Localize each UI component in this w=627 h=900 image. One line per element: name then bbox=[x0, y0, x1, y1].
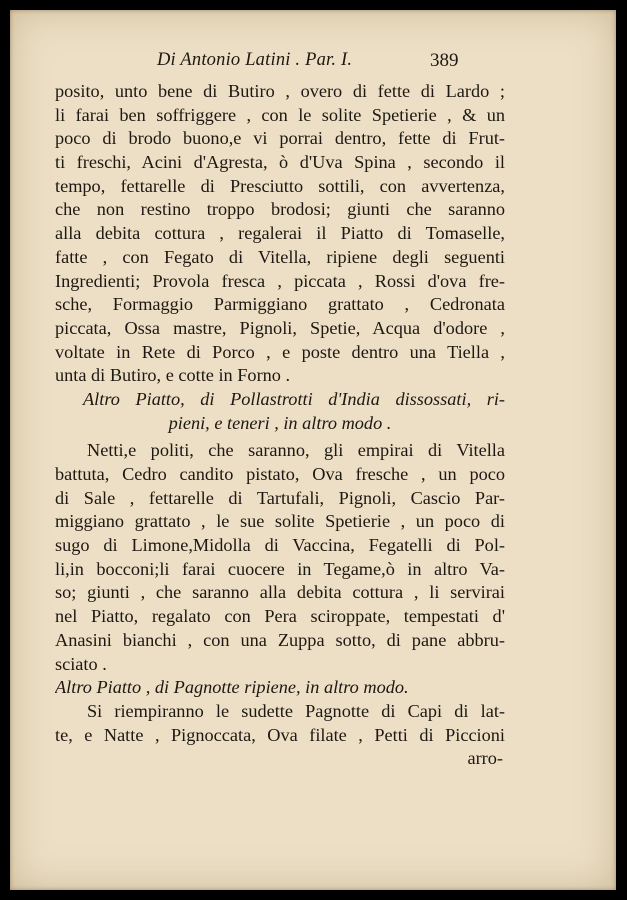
text-line: fatte , con Fegato di Vitella, ripiene degli seguenti bbox=[55, 246, 505, 267]
text-line: te, e Natte , Pignoccata, Ova filate , Petti di Piccioni bbox=[55, 724, 505, 745]
recipe-heading-pollastrotti bbox=[55, 388, 505, 435]
running-header bbox=[55, 50, 505, 80]
page-text bbox=[55, 50, 505, 771]
text-line: di Sale , fettarelle di Tartufali, Pignoli, Cascio Par- bbox=[55, 487, 505, 508]
heading-line: Altro Piatto, di Pollastrotti d'India dissossati, ri- bbox=[83, 388, 505, 409]
paragraph-3 bbox=[55, 700, 505, 747]
text-line: so; giunti , che saranno alla debita cottura , li servirai bbox=[55, 582, 505, 603]
text-line: Ingredienti; Provola fresca , piccata , Rossi d'ova fre- bbox=[55, 270, 505, 291]
running-title: Di Antonio Latini . Par. I. bbox=[157, 50, 353, 70]
text-line: alla debita cottura , regalerai il Piatto di Tomaselle, bbox=[55, 223, 505, 244]
heading-line: Altro Piatto , di Pagnotte ripiene, in altro modo. bbox=[55, 677, 409, 698]
text-line: voltate in Rete di Porco , e poste dentro una Tiella , bbox=[55, 341, 505, 362]
text-line: ti freschi, Acini d'Agresta, ò d'Uva Spina , secondo il bbox=[55, 152, 505, 173]
book-page bbox=[10, 10, 616, 890]
text-line: sciato . bbox=[55, 653, 107, 674]
text-line: miggiano grattato , le sue solite Spetierie , un poco di bbox=[55, 511, 505, 532]
text-line: nel Piatto, regalato con Pera sciroppate, tempestati d' bbox=[55, 606, 505, 627]
catchword: arro- bbox=[467, 748, 503, 769]
text-line: Anasini bianchi , con una Zuppa sotto, di pane abbru- bbox=[55, 629, 505, 650]
text-line: sugo di Limone,Midolla di Vaccina, Fegatelli di Pol- bbox=[55, 535, 505, 556]
text-line: unta di Butiro, e cotte in Forno . bbox=[55, 365, 291, 386]
text-line: li,in bocconi;li farai cuocere in Tegame,ò in altro Va- bbox=[55, 558, 505, 579]
text-line: piccata, Ossa mastre, Pignoli, Spetie, Acqua d'odore , bbox=[55, 317, 505, 338]
text-line: che non restino troppo brodosi; giunti che saranno bbox=[55, 199, 505, 220]
text-line: posito, unto bene di Butiro , overo di fette di Lardo ; bbox=[55, 81, 505, 101]
paragraph-2 bbox=[55, 439, 505, 676]
text-line: li farai ben soffriggere , con le solite Spetierie , & un bbox=[55, 104, 505, 125]
heading-line: pieni, e teneri , in altro modo . bbox=[168, 412, 392, 433]
page-number: 389 bbox=[430, 50, 459, 71]
text-line: poco di brodo buono,e vi porrai dentro, fette di Frut- bbox=[55, 128, 505, 149]
text-line: tempo, fettarelle di Presciutto sottili, con avvertenza, bbox=[55, 175, 505, 196]
text-line: Netti,e politi, che saranno, gli empirai di Vitella bbox=[87, 440, 505, 461]
text-line: sche, Formaggio Parmiggiano grattato , Cedronata bbox=[55, 294, 505, 315]
paragraph-1 bbox=[55, 80, 505, 388]
text-line: battuta, Cedro candito pistato, Ova fresche , un poco bbox=[55, 464, 505, 484]
recipe-heading-pagnotte bbox=[55, 676, 505, 700]
text-line: Si riempiranno le sudette Pagnotte di Capi di lat- bbox=[87, 700, 505, 721]
